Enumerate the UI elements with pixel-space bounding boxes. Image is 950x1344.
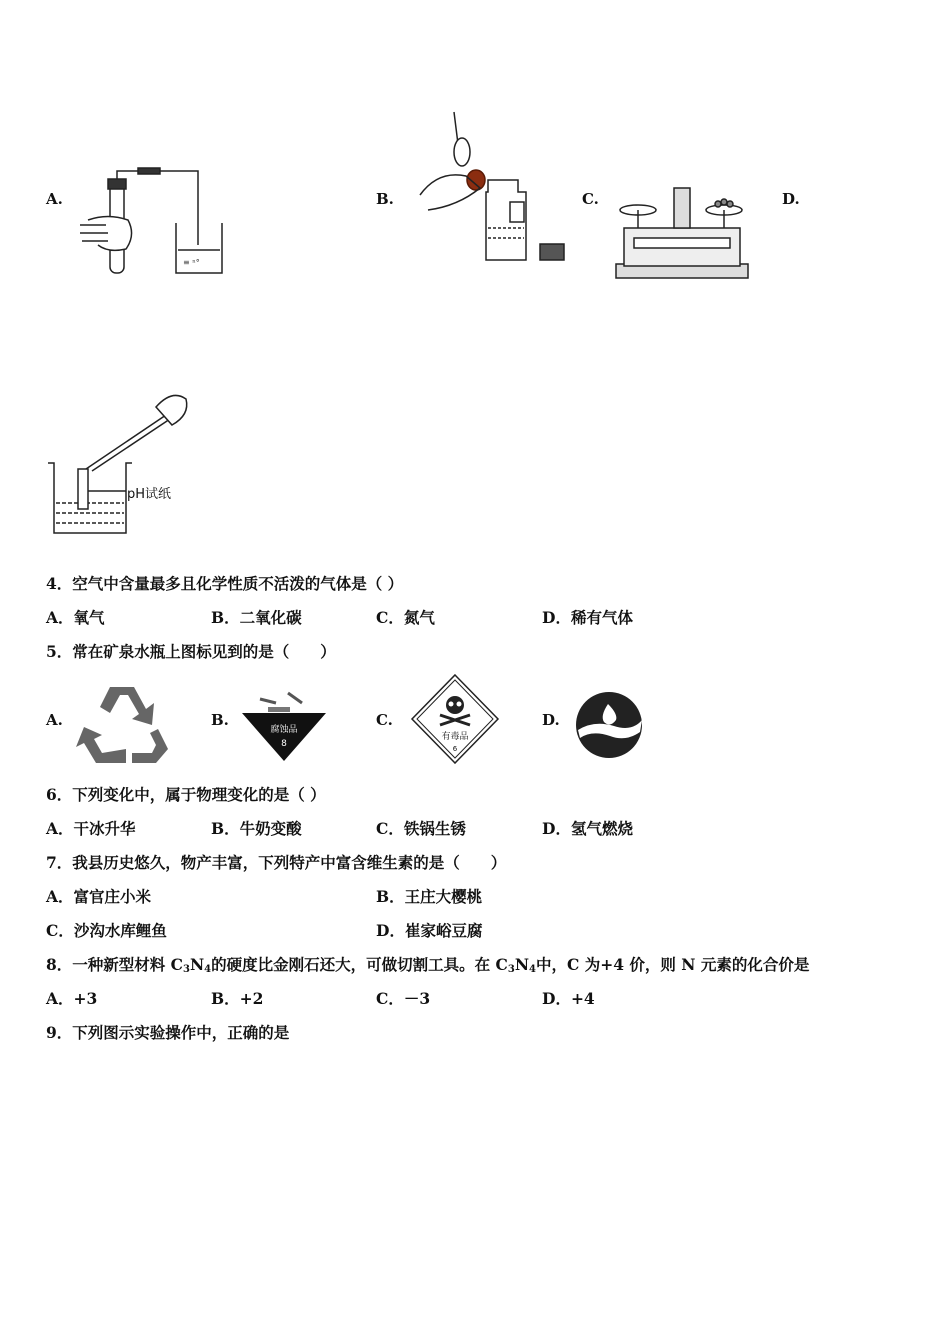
toxic-hazard-icon — [410, 673, 500, 765]
recycle-icon — [76, 683, 168, 765]
question-6-stem: 6．下列变化中，属于物理变化的是（ ） — [46, 785, 326, 804]
option-a[interactable]: A．氧气 — [46, 608, 105, 627]
option-d[interactable]: D．+4 — [542, 989, 595, 1008]
water-saving-icon — [574, 690, 644, 760]
option-d[interactable]: D．崔家峪豆腐 — [376, 921, 483, 940]
option-c[interactable]: C．－3 — [376, 989, 431, 1008]
question-7-stem: 7．我县历史悠久，物产丰富，下列特产中富含维生素的是（ ） — [46, 853, 507, 872]
option-label-d: D. — [782, 190, 800, 208]
question-4-stem: 4．空气中含量最多且化学性质不活泼的气体是（ ） — [46, 574, 404, 593]
toxic-label: 有毒品 — [441, 732, 469, 742]
ph-paper-label: pH试纸 — [127, 487, 172, 502]
option-a[interactable]: A．+3 — [46, 989, 98, 1008]
svg-text:≡ ⁿ°: ≡ ⁿ° — [183, 258, 200, 267]
option-b[interactable]: B．王庄大樱桃 — [376, 887, 483, 906]
corrosive-hazard-icon — [240, 683, 328, 763]
option-label-d: D. — [542, 711, 560, 729]
option-b[interactable]: B．二氧化碳 — [211, 608, 302, 627]
question-4-options — [46, 606, 896, 628]
option-c[interactable]: C．氮气 — [376, 608, 435, 627]
corrosive-class: 8 — [281, 739, 287, 749]
dropper-bottle-illustration — [418, 110, 578, 270]
option-label-a: A. — [46, 711, 63, 729]
option-c[interactable]: C．沙沟水库鲤鱼 — [46, 921, 167, 940]
option-label-b: B. — [376, 190, 394, 208]
option-label-c: C. — [582, 190, 599, 208]
corrosive-label: 腐蚀品 — [270, 725, 298, 735]
option-d[interactable]: D．氢气燃烧 — [542, 819, 633, 838]
question-7-options-row1 — [46, 885, 896, 907]
option-a[interactable]: A．干冰升华 — [46, 819, 136, 838]
question-7-options-row2 — [46, 919, 896, 941]
question-6-options — [46, 817, 896, 839]
question-5-stem: 5．常在矿泉水瓶上图标见到的是（ ） — [46, 642, 336, 661]
option-b[interactable]: B．+2 — [211, 989, 264, 1008]
question-9-stem: 9．下列图示实验操作中，正确的是 — [46, 1023, 290, 1042]
question-8-options — [46, 987, 896, 1009]
option-b[interactable]: B．牛奶变酸 — [211, 819, 302, 838]
option-d[interactable]: D．稀有气体 — [542, 608, 633, 627]
toxic-class: 6 — [452, 745, 458, 753]
option-c[interactable]: C．铁锅生锈 — [376, 819, 466, 838]
option-label-a: A. — [46, 190, 63, 208]
option-label-c: C. — [376, 711, 393, 729]
airtightness-check-illustration — [78, 165, 228, 280]
ph-paper-illustration — [46, 385, 196, 540]
option-a[interactable]: A．富官庄小米 — [46, 887, 152, 906]
question-8-stem: 8．一种新型材料 $C_3N_4$的硬度比金刚石还大，可做切割工具。在 $C_3N_4$中，C 为+4 价，则 N 元素的化合价是 — [46, 955, 810, 975]
balance-scale-illustration — [614, 182, 754, 282]
option-label-b: B. — [211, 711, 229, 729]
